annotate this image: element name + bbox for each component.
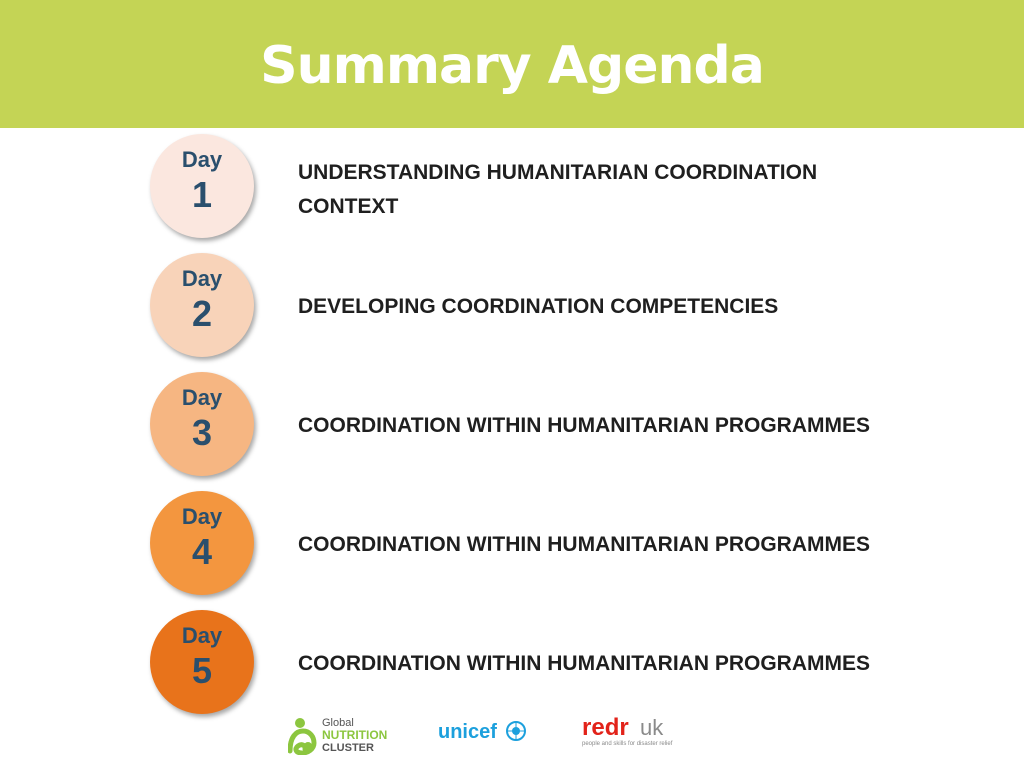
- day-4-badge: [150, 491, 254, 595]
- day-4-topic: [298, 528, 998, 562]
- svg-text:redr: redr: [582, 714, 629, 741]
- topic-line: COORDINATION WITHIN HUMANITARIAN PROGRAMMES: [298, 533, 871, 556]
- topic-line: CONTEXT: [298, 195, 399, 218]
- day-3-badge: [150, 372, 254, 476]
- day-label: Day: [181, 147, 223, 172]
- day-label: Day: [181, 385, 223, 410]
- svg-text:uk: uk: [640, 715, 664, 740]
- title-bar: [0, 0, 1024, 128]
- global-nutrition-cluster-logo: [288, 713, 400, 755]
- day-1-badge: [150, 134, 254, 238]
- day-5-badge: [150, 610, 254, 714]
- day-number: 4: [191, 531, 213, 572]
- svg-text:people and skills for disaster: people and skills for disaster relief: [582, 741, 673, 747]
- day-5-topic: [298, 647, 998, 681]
- svg-text:CLUSTER: CLUSTER: [322, 742, 374, 754]
- unicef-logo: [438, 717, 528, 747]
- partner-logos: [288, 705, 688, 755]
- svg-text:unicef: unicef: [438, 721, 497, 743]
- day-2-topic: [298, 290, 998, 324]
- topic-line: UNDERSTANDING HUMANITARIAN COORDINATION: [298, 161, 818, 184]
- topic-line: COORDINATION WITHIN HUMANITARIAN PROGRAMMES: [298, 414, 871, 437]
- svg-text:Global: Global: [322, 717, 354, 729]
- day-1-topic: [298, 156, 998, 224]
- svg-text:NUTRITION: NUTRITION: [322, 728, 388, 742]
- topic-line: COORDINATION WITHIN HUMANITARIAN PROGRAMMES: [298, 652, 871, 675]
- day-2-badge: [150, 253, 254, 357]
- day-number: 2: [191, 293, 213, 334]
- day-label: Day: [181, 623, 223, 648]
- day-number: 1: [191, 174, 213, 215]
- day-number: 3: [191, 412, 213, 453]
- day-3-topic: [298, 409, 998, 443]
- topic-line: DEVELOPING COORDINATION COMPETENCIES: [298, 295, 779, 318]
- day-label: Day: [181, 266, 223, 291]
- redr-uk-logo: [582, 713, 680, 749]
- day-label: Day: [181, 504, 223, 529]
- day-number: 5: [191, 650, 213, 691]
- slide-title: Summary Agenda: [260, 36, 764, 96]
